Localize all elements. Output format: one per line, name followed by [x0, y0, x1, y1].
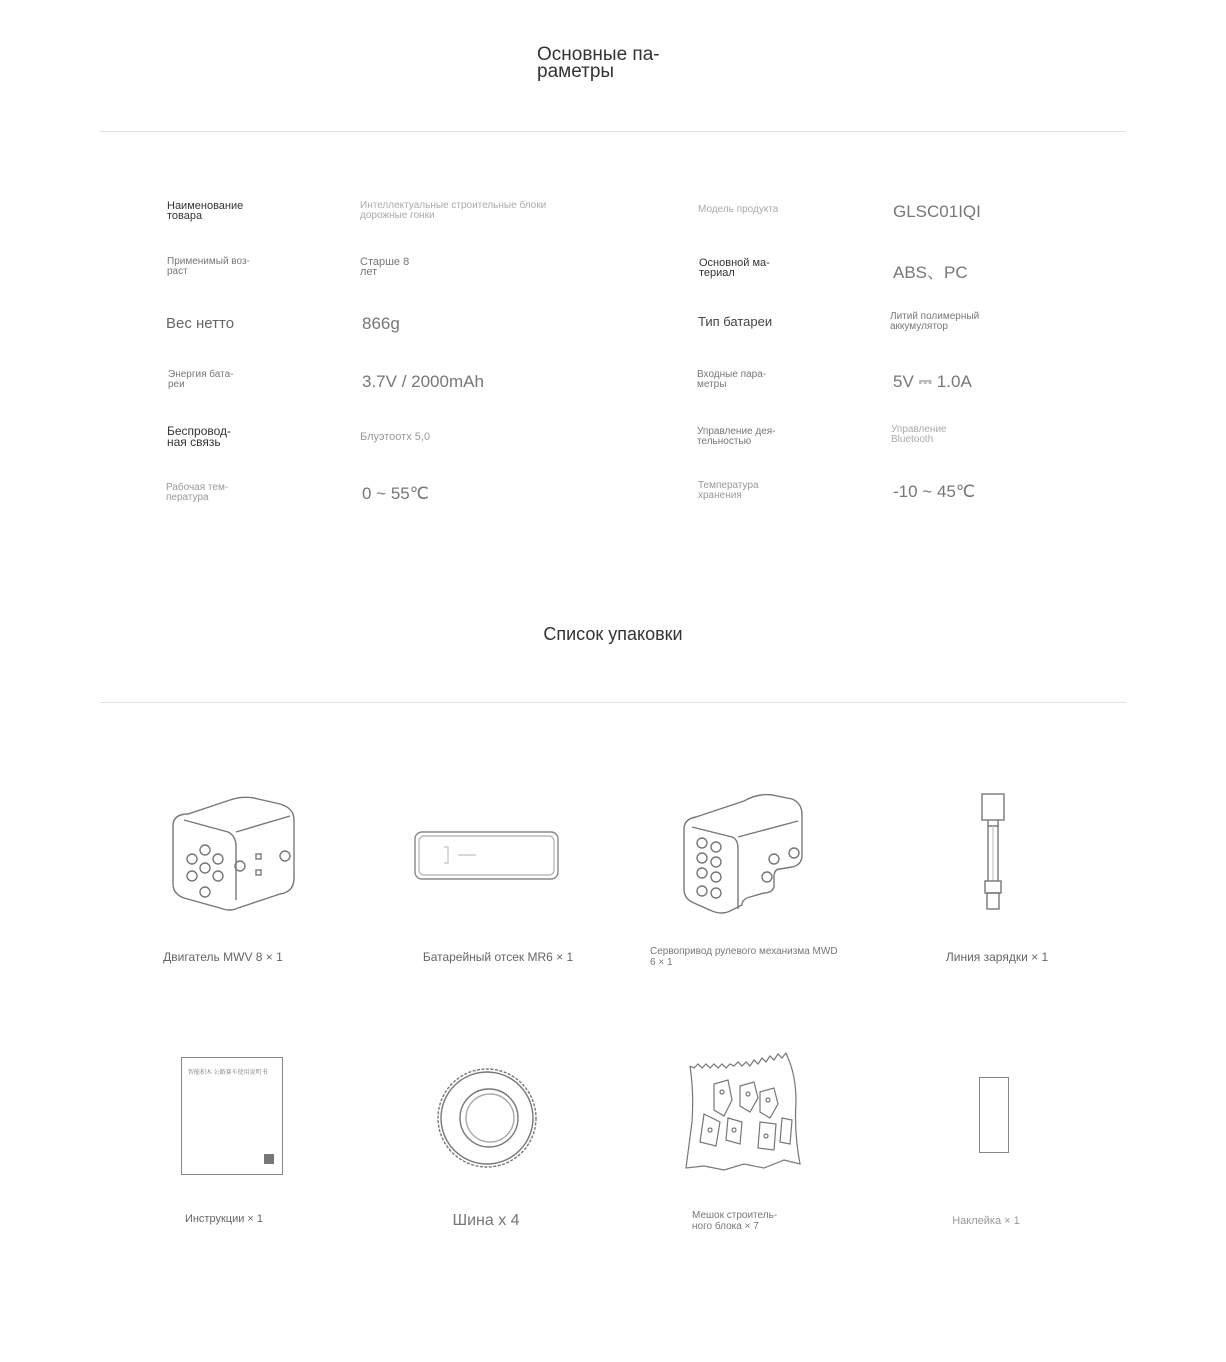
spec-value-operating-temp: 0 ~ 55℃ — [362, 484, 429, 503]
spec-value-model: GLSC01IQI — [893, 202, 981, 221]
package-caption: Батарейный отсек MR6 × 1 — [422, 950, 574, 964]
manual-logo-icon — [264, 1154, 274, 1164]
package-caption: Линия зарядки × 1 — [945, 950, 1049, 964]
spec-label-weight: Вес нетто — [166, 315, 235, 332]
spec-label-battery-type: Тип батареи — [698, 314, 773, 329]
divider — [100, 131, 1126, 132]
package-caption: Двигатель MWV 8 × 1 — [163, 950, 283, 964]
divider — [100, 702, 1126, 703]
spec-label-product-name: Наименование товара — [167, 200, 244, 222]
spec-label-control: Управление дея- тельностью — [697, 426, 776, 447]
spec-value-input: 5V ⎓ 1.0A — [893, 372, 972, 391]
spec-label-input: Входные пара- метры — [697, 369, 767, 390]
spec-value-control: Управление Bluetooth — [891, 424, 947, 445]
spec-label-age: Применимый воз- раст — [167, 256, 250, 277]
package-caption: Инструкции × 1 — [184, 1213, 264, 1225]
tire-icon — [437, 1068, 537, 1168]
spec-value-storage-temp: -10 ~ 45℃ — [893, 482, 975, 501]
parts-bag-icon — [684, 1052, 802, 1174]
spec-label-storage-temp: Температура хранения — [698, 480, 759, 501]
manual-icon — [181, 1057, 283, 1175]
spec-value-battery-energy: 3.7V / 2000mAh — [362, 372, 484, 391]
spec-value-battery-type: Литий полимерный аккумулятор — [890, 311, 980, 332]
spec-label-wireless: Беспровод- ная связь — [167, 424, 232, 449]
battery-box-icon — [414, 831, 560, 881]
spec-label-battery-energy: Энергия бата- реи — [168, 369, 234, 390]
servo-icon — [682, 793, 804, 917]
spec-label-model: Модель продукта — [698, 204, 779, 215]
section-title-main-parameters: Основные па- раметры — [537, 44, 660, 82]
motor-icon — [170, 796, 296, 912]
spec-value-wireless: Блуэтоотх 5,0 — [360, 431, 431, 443]
spec-value-material: ABS、PC — [893, 263, 968, 282]
spec-label-operating-temp: Рабочая тем- пература — [166, 482, 229, 503]
spec-value-product-name: Интеллектуальные строительные блоки дорожные гонки — [360, 200, 547, 221]
package-caption: Наклейка × 1 — [952, 1215, 1020, 1227]
section-title-package-list: Список упаковки — [543, 624, 683, 644]
package-caption: Сервопривод рулевого механизма MWD 6 × 1 — [650, 946, 838, 968]
package-caption: Мешок строитель- ного блока × 7 — [692, 1210, 778, 1232]
spec-value-weight: 866g — [362, 314, 400, 333]
charging-cable-icon — [981, 793, 1007, 913]
sticker-icon — [979, 1077, 1009, 1153]
manual-cover-text: 智能积木 公路赛车使用说明书 — [188, 1070, 268, 1076]
spec-value-age: Старше 8 лет — [360, 256, 410, 278]
package-caption: Шина x 4 — [452, 1212, 520, 1229]
spec-label-material: Основной ма- териал — [699, 257, 770, 279]
